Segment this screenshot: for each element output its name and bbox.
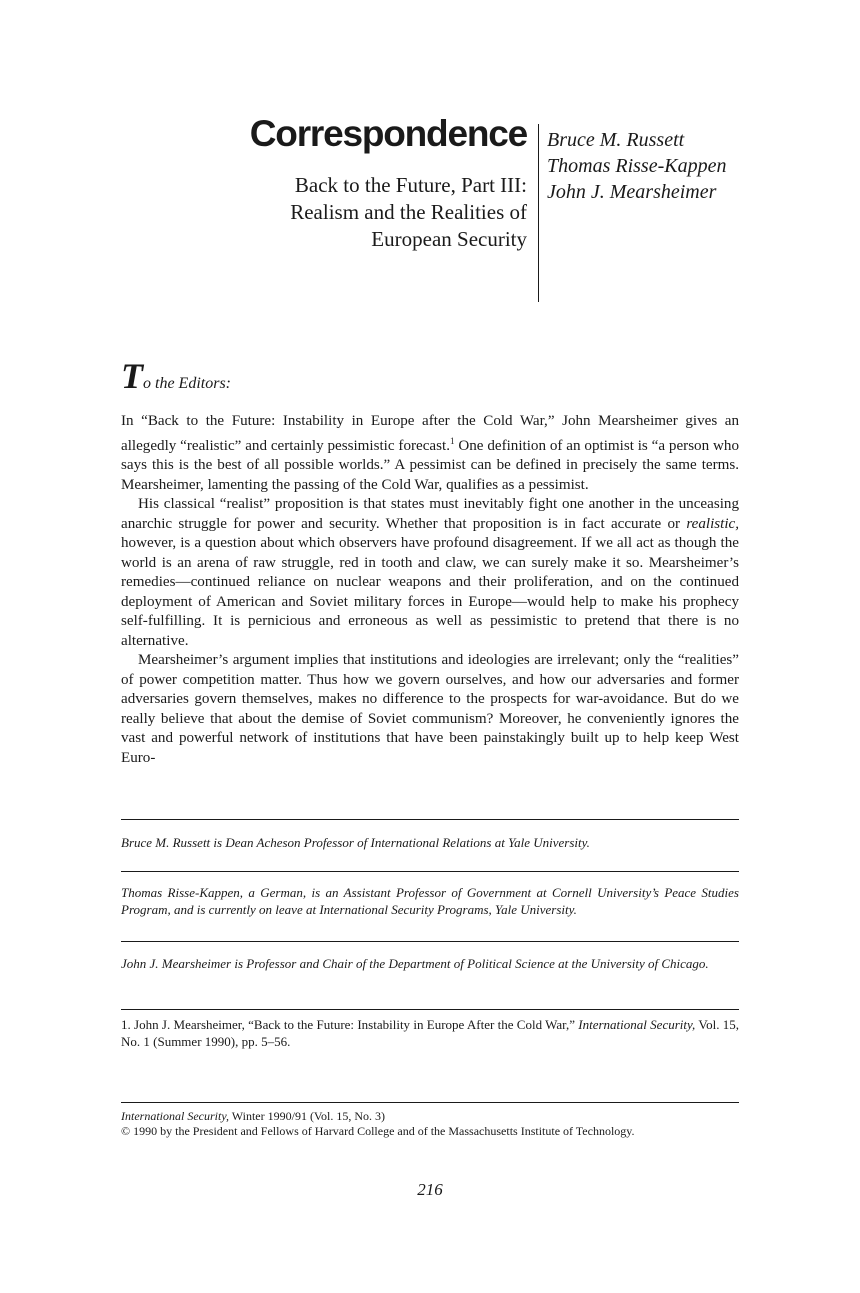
copyright: © 1990 by the President and Fellows of Harvard College and of the Massachusetts Institute of Technology. bbox=[121, 1124, 635, 1138]
journal-name: International Security, bbox=[121, 1109, 229, 1123]
author-name: Thomas Risse-Kappen bbox=[547, 155, 727, 177]
body-paragraph bbox=[121, 495, 739, 651]
paragraph-text: In “Back to the Future: Instability in Europe after the Cold War,” John Mearsheimer gives an allegedly “realistic” and certainly pessimistic forecast. bbox=[121, 413, 739, 454]
footnote-journal: International Security, bbox=[578, 1017, 696, 1032]
author-note: Bruce M. Russett is Dean Acheson Professor of International Relations at Yale University. bbox=[121, 835, 590, 850]
body-paragraph: Mearsheimer’s argument implies that institutions and ideologies are irrelevant; only the “realities” of power competition matter. Thus how we govern ourselves, and how our adversaries and former adversaries govern themselves, makes no difference to the prospects for war-avoidance. But do we really believe that about the demise of Soviet communism? Moreover, he conveniently ignores the vast and powerful network of institutions that have been painstakingly built up to help keep West Euro- bbox=[121, 652, 739, 766]
page-number: 216 bbox=[417, 1180, 443, 1199]
salutation bbox=[121, 358, 231, 394]
paragraph-text: One definition of an optimist is “a person who says this is the best of all possible worlds.” A pessimist can be defined in precisely the same terms. Mearsheimer, lamenting the passing of the Cold War, qualifies as a pessimist. bbox=[121, 437, 740, 493]
page-title: Correspondence bbox=[249, 113, 527, 154]
author-name: Bruce M. Russett bbox=[547, 129, 685, 151]
footnote-text: Vol. 15, No. 1 (Summer 1990), pp. 5–56. bbox=[121, 1017, 739, 1049]
footnote-ref: 1 bbox=[449, 435, 455, 446]
letter-body bbox=[121, 412, 739, 768]
paragraph-text: His classical “realist” proposition is that states must inevitably fight one another in the unceasing anarchic struggle for power and security. Whether that proposition is in fact accurate or bbox=[121, 496, 739, 532]
title-divider bbox=[538, 124, 539, 302]
author-name: John J. Mearsheimer bbox=[547, 181, 717, 203]
note-divider bbox=[121, 941, 739, 942]
salutation-text: o the Editors: bbox=[143, 375, 231, 392]
author-list bbox=[547, 127, 726, 205]
subtitle-line: European Security bbox=[371, 227, 527, 251]
note-divider bbox=[121, 871, 739, 872]
drop-cap: T bbox=[121, 356, 143, 396]
note-divider bbox=[121, 1009, 739, 1010]
emphasis-text: realistic, bbox=[686, 515, 739, 532]
subtitle-line: Back to the Future, Part III: bbox=[294, 173, 527, 197]
journal-issue: Winter 1990/91 (Vol. 15, No. 3) bbox=[228, 1109, 386, 1123]
author-note: Thomas Risse-Kappen, a German, is an Assistant Professor of Government at Cornell University’s Peace Studies Program, and is currently on leave at International Security Programs, Yale University. bbox=[121, 885, 739, 917]
article-subtitle bbox=[290, 172, 527, 253]
footnote-text: 1. John J. Mearsheimer, “Back to the Future: Instability in Europe After the Cold War,” bbox=[121, 1017, 579, 1032]
note-divider bbox=[121, 819, 739, 820]
footer-divider bbox=[121, 1102, 739, 1103]
paragraph-text: however, is a question about which observers have profound disagreement. If we all act as though the world is an arena of raw struggle, red in tooth and claw, we can surely make it so. Mearsheimer’s remedies—continued reliance on nuclear weapons and their proliferation, and on the continued deployment of American and Soviet military forces in Europe—would help to make his prophecy self-fulfilling. It is pernicious and erroneous as well as pessimistic to pretend that there is no alternative. bbox=[121, 535, 739, 649]
footnote bbox=[121, 1016, 739, 1050]
author-note: John J. Mearsheimer is Professor and Chair of the Department of Political Science at the University of Chicago. bbox=[121, 956, 709, 971]
subtitle-line: Realism and the Realities of bbox=[290, 200, 527, 224]
journal-info bbox=[121, 1109, 635, 1139]
body-paragraph bbox=[121, 412, 739, 495]
